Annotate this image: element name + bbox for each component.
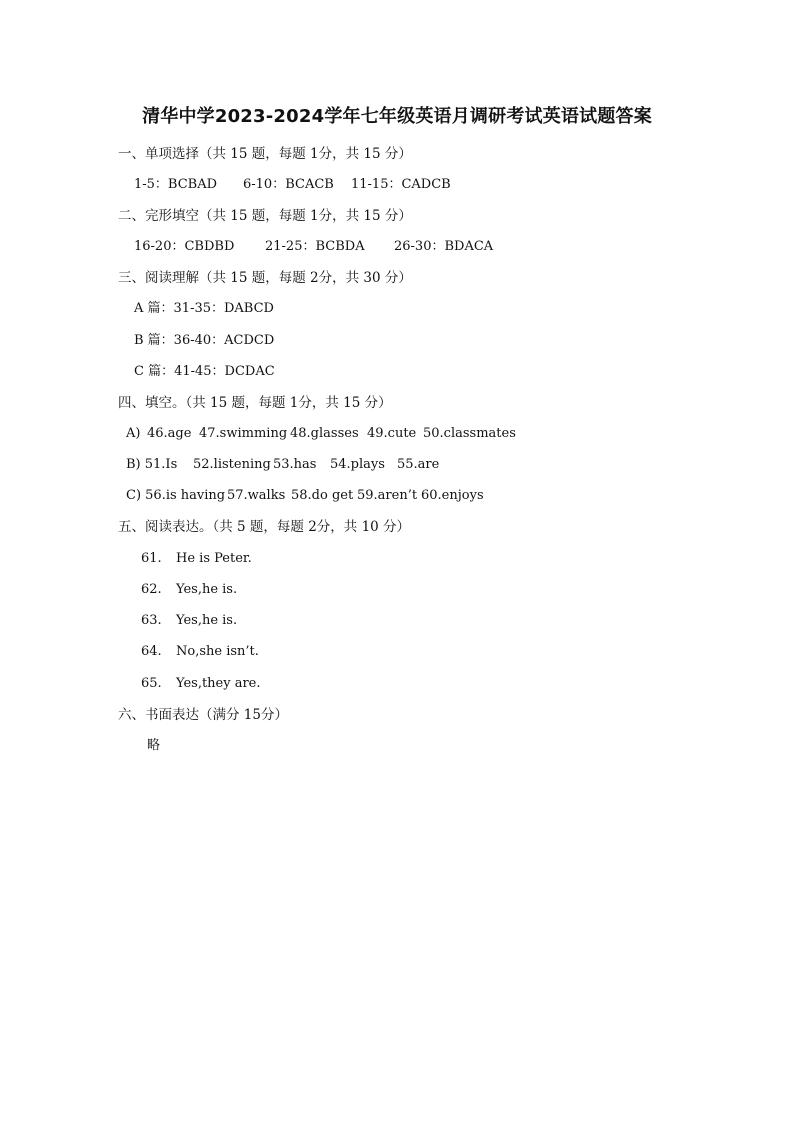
fill-answer-55: 55.are <box>397 457 440 472</box>
item-answer-65: Yes,they are. <box>176 676 261 691</box>
section-3-heading: 三、阅读理解（共 15 题，每题 2分，共 30 分） <box>118 270 412 286</box>
section-2-answer-2: 21-25：BCBDA <box>265 239 365 254</box>
fill-answer-52: 52.listening <box>193 457 271 472</box>
section-5-heading: 五、阅读表达。（共 5 题，每题 2分，共 10 分） <box>118 519 411 535</box>
fill-row-a-label: A) <box>126 426 141 441</box>
section-3-answer-c: C 篇：41-45：DCDAC <box>134 364 275 379</box>
fill-answer-54: 54.plays <box>330 457 385 472</box>
section-1-answer-1: 1-5：BCBAD <box>134 177 218 192</box>
item-number-62: 62. <box>141 582 162 597</box>
section-1-heading: 一、单项选择（共 15 题，每题 1分，共 15 分） <box>118 146 412 162</box>
item-answer-61: He is Peter. <box>176 551 252 566</box>
section-2-heading: 二、完形填空（共 15 题，每题 1分，共 15 分） <box>118 208 412 224</box>
item-number-65: 65. <box>141 676 162 691</box>
item-number-61: 61. <box>141 551 162 566</box>
section-1-answer-2: 6-10：BCACB <box>243 177 334 192</box>
section-6-note: 略 <box>147 738 161 753</box>
section-3-answer-a: A 篇：31-35：DABCD <box>134 301 274 316</box>
fill-answer-57: 57.walks <box>227 488 286 503</box>
fill-answer-51: B) 51.Is <box>126 457 178 472</box>
item-answer-62: Yes,he is. <box>176 582 238 597</box>
page-title: 清华中学2023-2024学年七年级英语月调研考试英语试题答案 <box>142 106 652 127</box>
fill-answer-49: 49.cute <box>367 426 417 441</box>
fill-answer-59: 59.aren’t <box>357 488 418 503</box>
section-2-answer-3: 26-30：BDACA <box>394 239 494 254</box>
item-number-63: 63. <box>141 613 162 628</box>
section-3-answer-b: B 篇：36-40：ACDCD <box>134 333 275 348</box>
fill-answer-47: 47.swimming <box>199 426 288 441</box>
fill-answer-56: C) 56.is having <box>126 488 226 503</box>
section-4-heading: 四、填空。（共 15 题，每题 1分，共 15 分） <box>118 395 392 411</box>
fill-answer-48: 48.glasses <box>290 426 359 441</box>
item-answer-63: Yes,he is. <box>176 613 238 628</box>
section-2-answer-1: 16-20：CBDBD <box>134 239 235 254</box>
fill-answer-50: 50.classmates <box>423 426 516 441</box>
fill-answer-46: 46.age <box>147 426 192 441</box>
section-1-answer-3: 11-15：CADCB <box>351 177 451 192</box>
fill-answer-53: 53.has <box>273 457 317 472</box>
fill-answer-60: 60.enjoys <box>421 488 484 503</box>
item-number-64: 64. <box>141 644 162 659</box>
item-answer-64: No,she isn’t. <box>176 644 259 659</box>
section-6-heading: 六、书面表达（满分 15分） <box>118 707 288 723</box>
fill-answer-58: 58.do get <box>291 488 354 503</box>
